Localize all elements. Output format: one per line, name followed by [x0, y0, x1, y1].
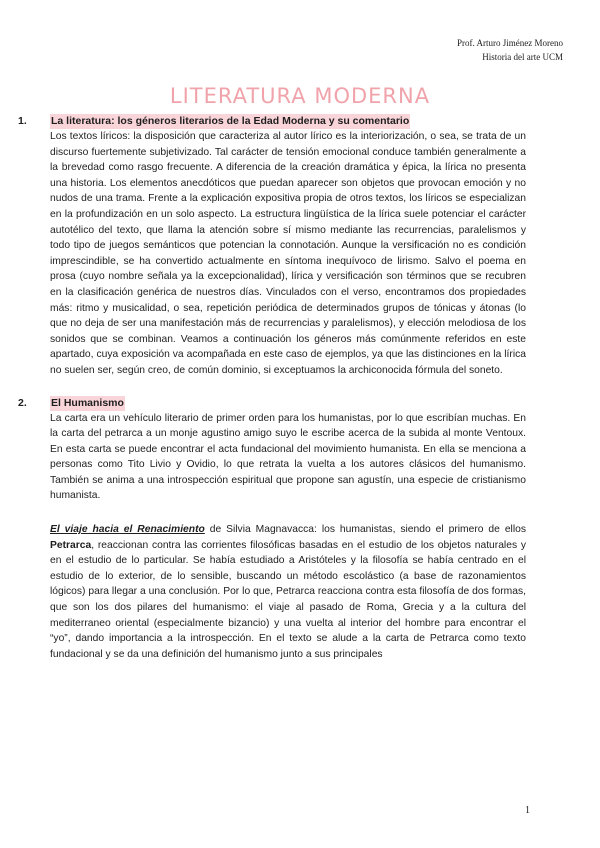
- author-highlight: Petrarca: [50, 539, 92, 551]
- author-name: Prof. Arturo Jiménez Moreno: [457, 38, 563, 48]
- paragraph: Los textos líricos: la disposición que caracteriza al autor lírico es la interiorización, o sea, se trata de un discurso fuertemente subjetivizado. Tal carácter de tensión emocional conduce también generalmente a la brevedad como rasgo frecuente. A diferencia de la creación dramática y épica, la lírica no presenta una historia. Los elementos anecdóticos que puedan aparecer son objetos que provocan emoción y no nudos de una trama. Frente a la explicación expositiva propia de otros textos, los líricos se especializan en la profundización en un solo aspecto. La estructura lingüística de la lírica suele potenciar el carácter autotélico del texto, que llama la atención sobre sí mismo mediante las recurrencias, paralelismos y todo tipo de juegos semánticos que potencian la connotación. Aunque la versificación no es condición imprescindible, se ha convertido actualmente en síntoma inequívoco de lirismo. Salvo el poema en prosa (cuyo nombre señala ya la excepcionalidad), lírica y versificación son términos que se recubren en la clasificación genérica de nuestros días. Vinculados con el verso, encontramos dos propiedades más: ritmo y musicalidad, o sea, repetición periódica de determinados grupos de tónicas y átonas (lo que no deja de ser una manifestación más de recurrencias y paralelismos), y elección melodiosa de los sonidos que se combinan. Veamos a continuación los géneros más comúnmente referidos en este apartado, cuya exposición va acompañada en este caso de ejemplos, ya que las distinciones en la lírica no suelen ser, según creo, de común dominio, si exceptuamos la archiconocida fórmula del soneto.: [50, 131, 526, 376]
- section-number: 2.: [18, 396, 27, 409]
- section-body-2: [50, 411, 526, 663]
- book-title: El viaje hacia el Renacimiento: [50, 524, 205, 536]
- section-body-1: [50, 129, 526, 379]
- paragraph: [50, 522, 526, 662]
- section-heading-2: [18, 396, 526, 411]
- section-title: El Humanismo: [51, 396, 124, 409]
- paragraph: La carta era un vehículo literario de primer orden para los humanistas, por lo que escribían muchas. En la carta del petrarca a un monje agustino amigo suyo le escribe acerca de la subida al monte Ventoux. En esta carta se puede encontrar el acta fundacional del movimiento humanista. En ella se menciona a personas como Tito Livio y Ovidio, lo que retrata la vuelta a los autores clásicos del humanismo. También se anima a una introspección espiritual que propone san agustín, una especie de cristianismo humanista.: [50, 412, 526, 502]
- section-number: 1.: [18, 115, 27, 127]
- page-title: LITERATURA MODERNA: [169, 84, 431, 109]
- section-title: La literatura: los géneros literarios de la Edad Moderna y su comentario: [51, 115, 410, 127]
- text-run: de Silvia Magnavacca: los humanistas, siendo el primero de ellos: [204, 524, 526, 536]
- course-name: Historia del arte UCM: [482, 52, 563, 62]
- text-run: , reaccionan contra las corrientes filosóficas basadas en el estudio de los objetos naturales y en el estudio de lo particular. Se había estudiado a Aristóteles y la filosofía se había centrado en el estudio de lo exterior, de lo sensible, buscando un método escolástico (a base de razonamientos lógicos) para llegar a una conclusión. Por lo que, Petrarca reacciona contra esta filosofía de dos formas, que son los dos pilares del humanismo: el viaje al pasado de Roma, Grecia y a la cultura del mediterraneo oriental (especialmente bizancio) y una vuelta al interior del hombre para encontrar el “yo”, dando importancia a la introspección. En el texto se alude a la carta de Petrarca como texto fundacional y se da una definición del humanismo junto a sus principales: [50, 539, 526, 660]
- section-heading-1: [18, 114, 526, 129]
- document-body: [18, 114, 526, 662]
- page-number: 1: [525, 805, 530, 816]
- page-header: [457, 36, 563, 64]
